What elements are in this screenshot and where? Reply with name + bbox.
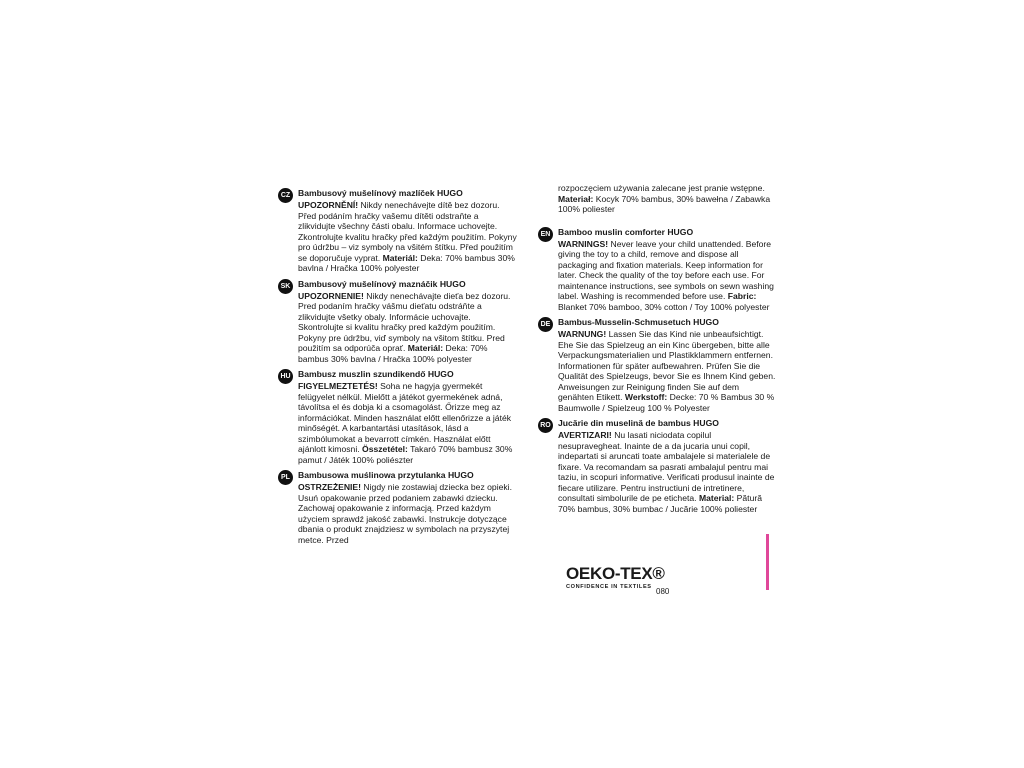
warning-text: Lassen Sie das Kind nie unbeaufsichtigt. Ehe Sie das Spielzeug an ein Kinc übergeben, bitte alle Verpackungsmaterialien und Plastikklammern entfernen. Informationen für später aufbewahren. Prüfen Sie die Qualität des Spielzeugs, bevor Sie es Ihnem Kind geben. Anweisungen zur Reinigung finden Sie auf dem genähten Etikett. (558, 329, 776, 402)
oeko-tex-tagline: CONFIDENCE IN TEXTILES (566, 584, 652, 590)
warning-text: Never leave your child unattended. Before giving the toy to a child, remove and dispose all packaging and fixation materials. Keep information for later. Check the quality of the toy before each use. For maintenance instructions, see symbols on sewn washing label. Washing is recommended before use. (558, 238, 774, 301)
warning-text: Nu lasati niciodata copilul nesupravegheat. Inainte de a da jucaria unui copil, indepartati si aruncati toate ambalajele si materialele de fixare. Va recomandam sa pasrati ambalajul pentru mai taziu, in scopuri informative. Verificati produsul inainte de fiecare utilizare. Pentru instructiuni de intretinere, consultati simbolurile de pe eticheta. (558, 430, 775, 503)
language-badge-pl: PL (278, 470, 293, 485)
language-badge-ro: RO (538, 418, 553, 433)
warning-text: Nikdy nenechávajte dieťa bez dozoru. Pred podaním hračky vášmu dieťatu odstráňte a zlikvidujte všetky obaly. Informácie uchovajte. Skontrolujte si kvalitu hračky pred každým použitím. Pokyny pre údržbu, viď symboly na všitom štítku. Pred použitím sa odporúča oprať. (298, 290, 511, 353)
warning-label: AVERTIZARI! (558, 430, 612, 440)
warning-label: UPOZORNENIE! (298, 290, 364, 301)
language-badge-cz: CZ (278, 188, 293, 203)
material-text: Decke: 70 % Bambus 30 % Baumwolle / Spielzeug 100 % Polyester (558, 392, 775, 413)
material-label: Werkstoff: (624, 392, 668, 402)
section-title: Bambusový mušelínový mazlíček HUGO (298, 188, 463, 198)
section-ro (538, 418, 776, 514)
warning-label: FIGYELMEZTETÉS! (298, 381, 378, 391)
warning-label: OSTRZEŻENIE! (298, 482, 362, 492)
oeko-tex-logo (566, 565, 665, 591)
section-body (298, 381, 518, 465)
material-text: Deka: 70% bambus 30% bavlna / Hračka 100% polyester (298, 252, 515, 273)
section-title: Bambusowa muślinowa przytulanka HUGO (298, 470, 474, 480)
warning-label: WARNINGS! (558, 238, 609, 249)
section-body (298, 200, 518, 274)
material-text: Takaró 70% bambusz 30% pamut / Játék 100% poliészter (298, 444, 513, 465)
right-column (538, 183, 776, 519)
section-title: Bambusový mušelínový maznáčik HUGO (298, 278, 466, 289)
material-label: Összetétel: (362, 444, 408, 454)
section-body (558, 239, 776, 313)
section-title: Jucărie din muselină de bambus HUGO (558, 418, 719, 428)
section-hu (278, 369, 518, 465)
material-text: Pătură 70% bambus, 30% bumbac / Jucărie 100% poliester (558, 493, 762, 514)
pl-continuation (538, 183, 776, 215)
continuation-text: rozpoczęciem używania zalecane jest pranie wstępne. (558, 183, 765, 193)
material-label: Materiál: (407, 343, 444, 353)
section-body (298, 482, 518, 545)
warning-text: Soha ne hagyja gyermekét felügyelet nélkül. Mielőtt a játékot gyermekének adná, távolítsa el és dobja ki a csomagolást. Őrizze meg az információkat. Minden használat előtt ellenőrizze a játék minőségét. A karbantartási utasítások, lásd a szimbólumokat a bevarrott címkén. Használat előtt ajánlott kimosni. (298, 381, 512, 454)
section-title: Bambusz muszlin szundikendő HUGO (298, 369, 454, 379)
material-label: Materiál: (382, 252, 418, 263)
section-cz (278, 188, 518, 274)
material-label: Fabric: (727, 291, 757, 301)
section-body (558, 329, 776, 413)
material-text: Kocyk 70% bambus, 30% bawełna / Zabawka 100% poliester (558, 193, 771, 214)
section-de (538, 317, 776, 413)
language-badge-en: EN (538, 227, 553, 242)
section-title: Bambus-Musselin-Schmusetuch HUGO (558, 317, 719, 327)
material-text: Blanket 70% bamboo, 30% cotton / Toy 100% polyester (558, 301, 770, 312)
oeko-tex-wordmark: OEKO-TEX® (566, 564, 665, 583)
section-body (558, 430, 776, 514)
section-body (298, 291, 518, 365)
warning-text: Nigdy nie zostawiaj dziecka bez opieki. Usuń opakowanie przed podaniem zabawki dziecku. Zachowaj opakowanie z informacją. Przed każdym użyciem sprawdź jakość zabawki. Instrukcje dotyczące dbania o produkt znajdziesz w symbolach na przyszytej metce. Przed (298, 482, 512, 545)
material-label: Material: (698, 493, 735, 503)
section-sk (278, 279, 518, 365)
language-badge-de: DE (538, 317, 553, 332)
section-en (538, 227, 776, 313)
section-title: Bamboo muslin comforter HUGO (558, 226, 694, 237)
accent-bar (766, 534, 769, 590)
warning-label: UPOZORNĚNÍ! (298, 200, 359, 210)
section-pl (278, 470, 518, 545)
left-column (278, 186, 518, 550)
material-text: Deka: 70% bambus 30% bavlna / Hračka 100% polyester (298, 343, 488, 364)
warning-text: Nikdy nenechávejte dítě bez dozoru. Před podáním hračky vašemu dítěti odstraňte a zlikvidujte všechny části obalu. Informace uchovejte. Zkontrolujte kvalitu hračky před každým použitím. Pokyny pro údržbu – viz symboly na všitém štítku. Před použitím se doporučuje vyprat. (298, 200, 517, 263)
page-number: 080 (656, 587, 670, 596)
material-label: Materiał: (558, 193, 594, 204)
warning-label: WARNUNG! (558, 329, 607, 339)
language-badge-hu: HU (278, 369, 293, 384)
language-badge-sk: SK (278, 279, 293, 294)
